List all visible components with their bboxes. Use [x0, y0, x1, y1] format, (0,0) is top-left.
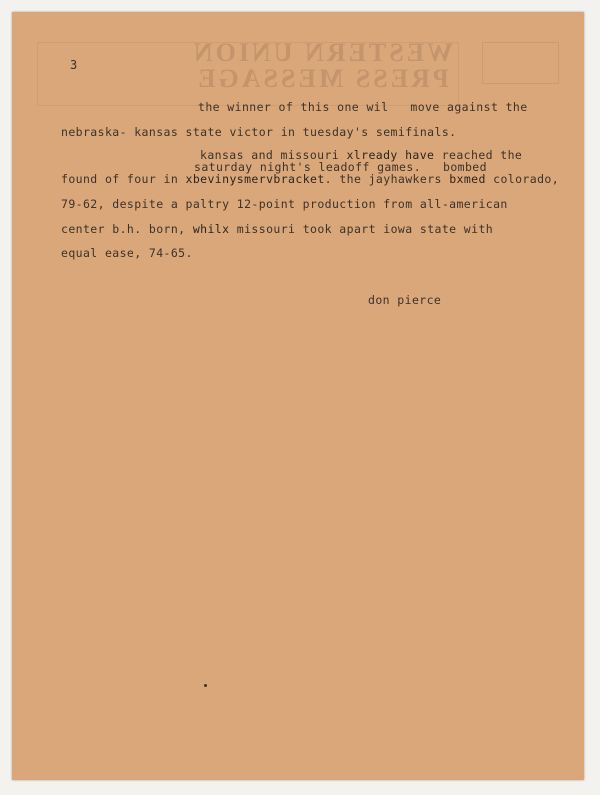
telegram-page [12, 12, 584, 780]
text-line-6 [61, 222, 493, 236]
insert-text-bombed: bombed [443, 160, 487, 174]
text-line-4-b: . the jayhawkers [324, 172, 450, 186]
struck-text-1: xlready have [346, 148, 435, 162]
letterhead-watermark [162, 40, 482, 92]
text-line-4-a: found of four in [61, 172, 186, 186]
text-line-1: the winner of this one wil move against the [198, 100, 528, 114]
insert-text: saturday night's leadoff games. [194, 160, 422, 174]
watermark-line-1: WESTERN UNION [190, 38, 454, 67]
text-line-3-b: reached the [434, 148, 523, 162]
text-line-2: nebraska- kansas state victor in tuesday's semifinals. [61, 125, 457, 139]
letterhead-stamp-box [482, 42, 559, 84]
signature: don pierce [368, 293, 442, 307]
text-line-6-a: center b.h. born, [61, 222, 193, 236]
struck-text-2: xbevinysmervbracket [185, 172, 325, 186]
text-line-4 [61, 172, 559, 186]
text-line-6-b: missouri took apart iowa state with [229, 222, 494, 236]
struck-text-4: whilx [192, 222, 230, 236]
ink-speck [204, 684, 207, 687]
watermark-line-2: PRESS MESSAGE [195, 64, 449, 93]
struck-text-3: bxmed [449, 172, 486, 186]
text-line-7: equal ease, 74-65. [61, 246, 193, 260]
page-number: 3 [70, 58, 78, 72]
text-line-4-c: colorado, [485, 172, 560, 186]
text-line-5: 79-62, despite a paltry 12-point production from all-american [61, 197, 508, 211]
text-line-3-a: kansas and missouri [200, 148, 340, 162]
